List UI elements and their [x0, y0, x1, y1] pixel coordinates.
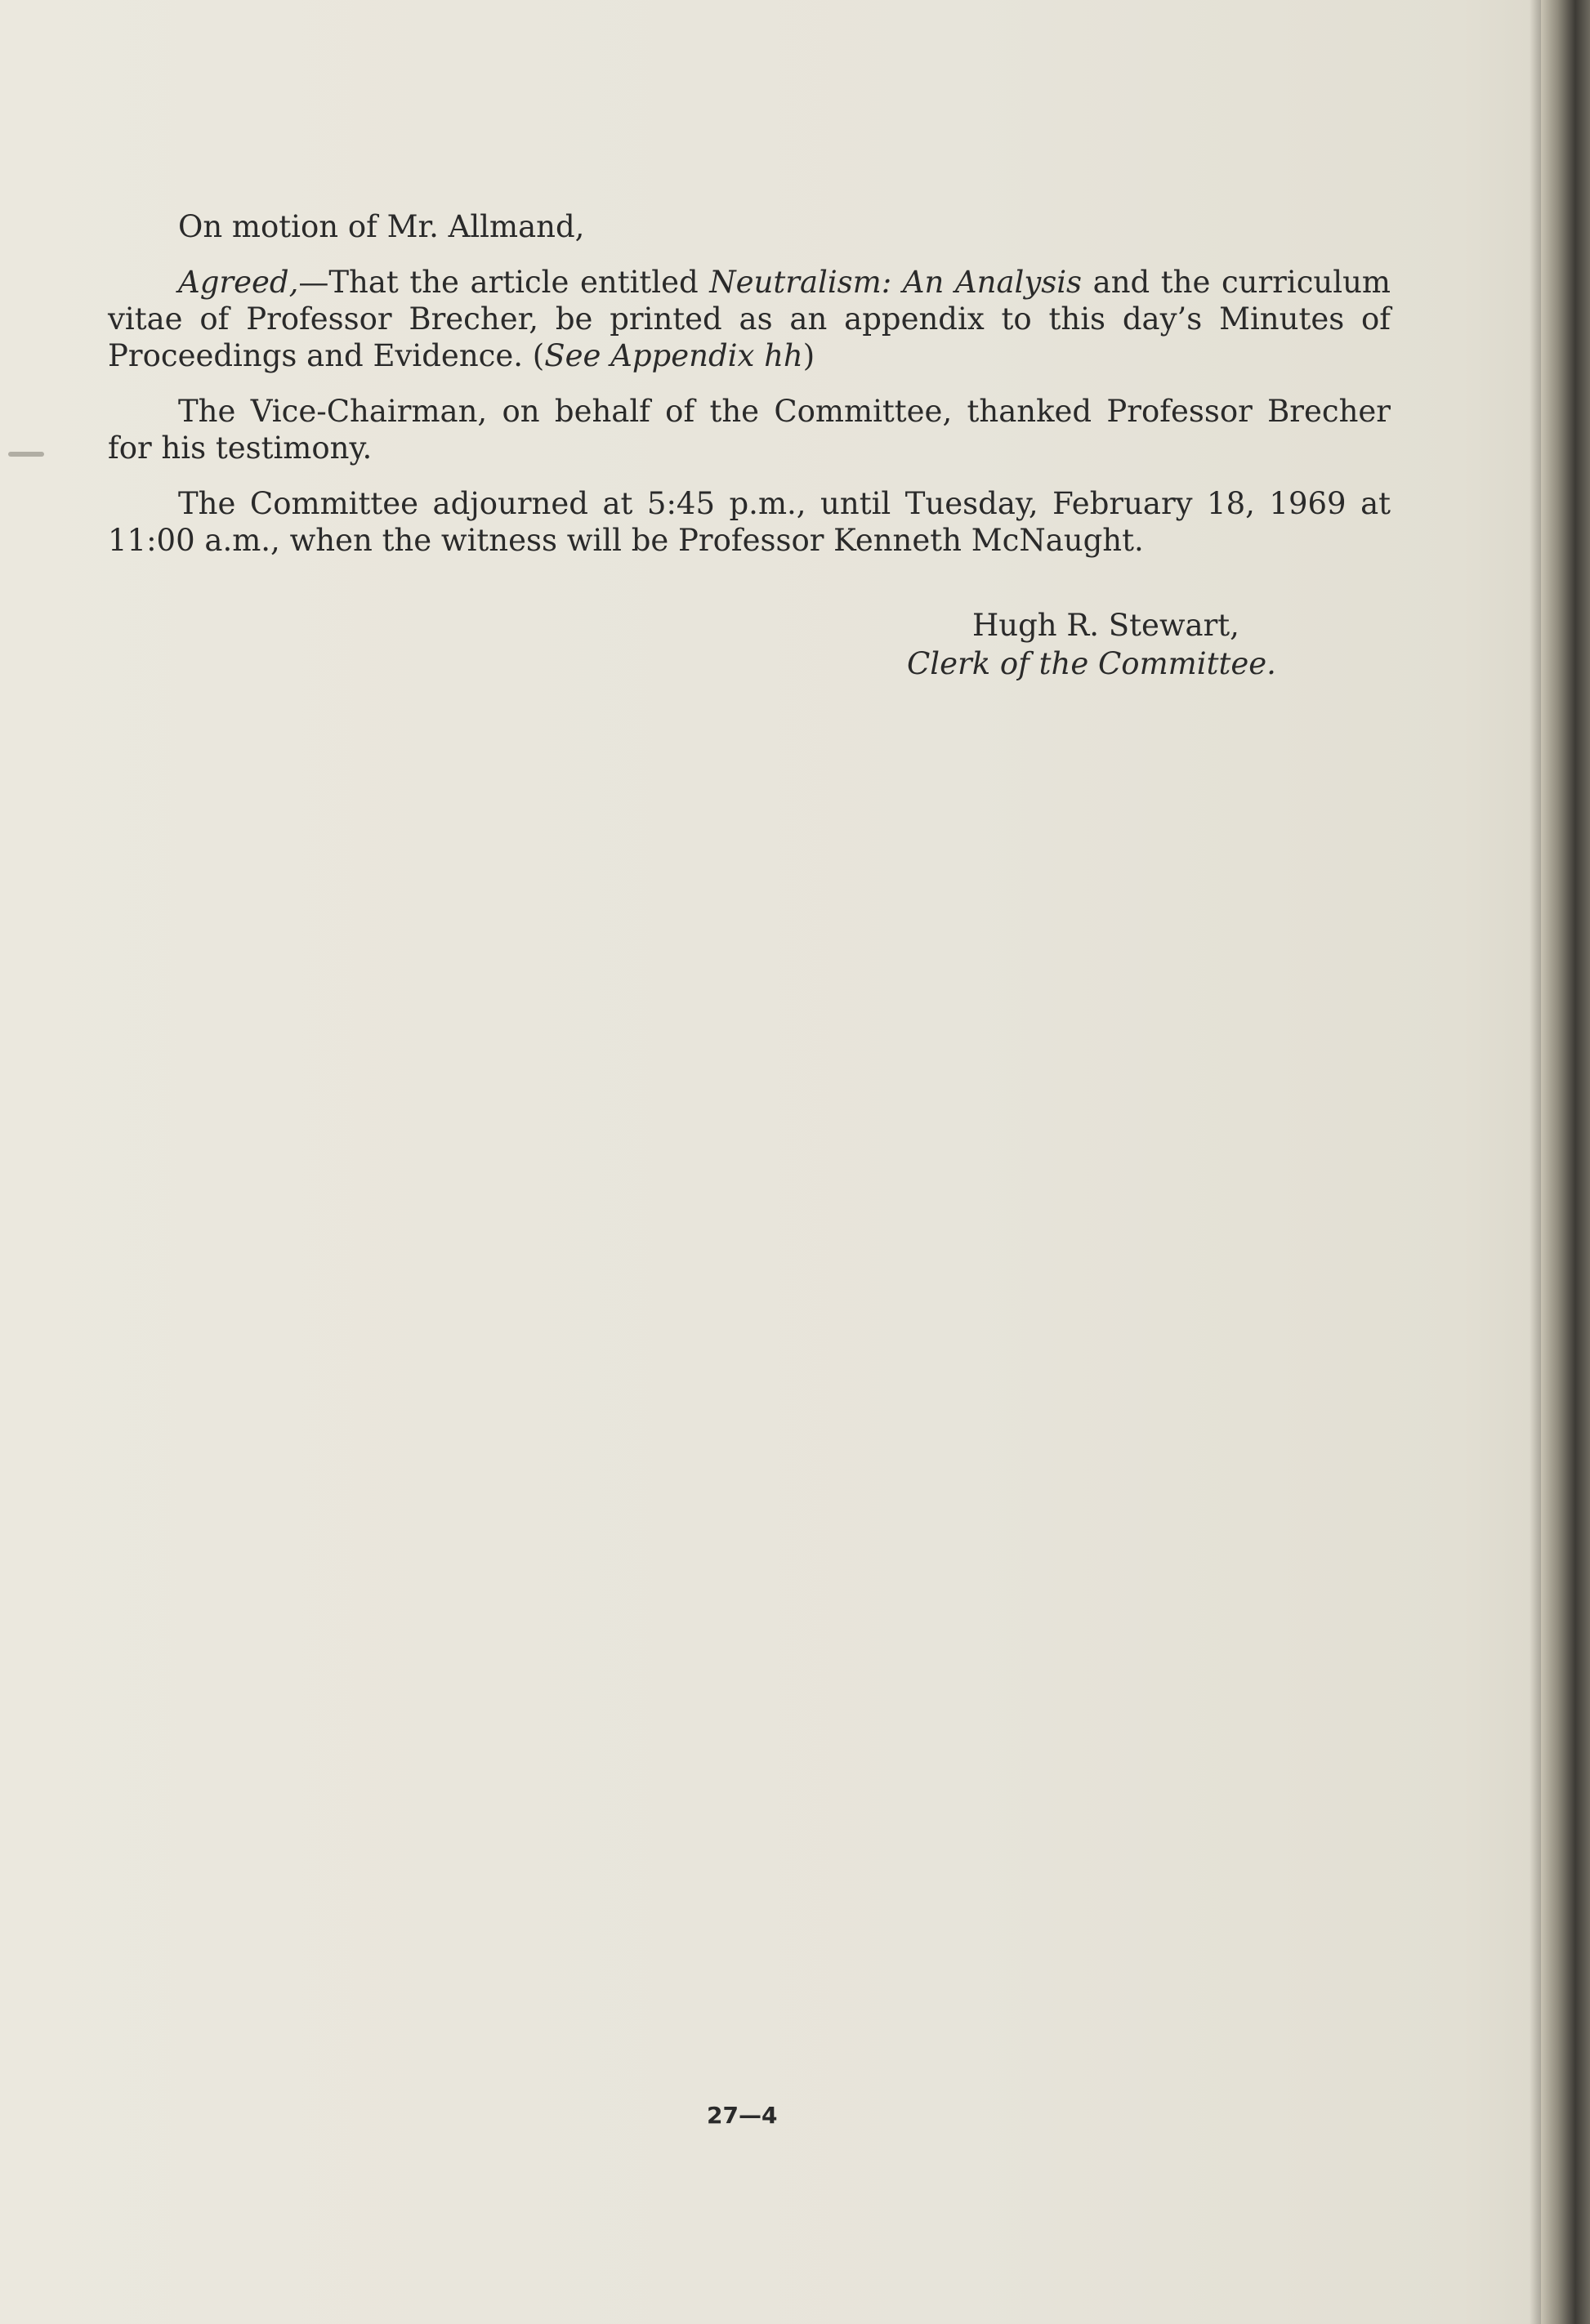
signature-block — [907, 606, 1397, 683]
binding-shadow — [1530, 0, 1541, 2324]
motion-text: On motion of Mr. Allmand, — [178, 209, 585, 244]
appendix-reference: See Appendix hh — [544, 338, 803, 373]
clerk-name: Hugh R. Stewart, — [972, 608, 1239, 643]
agreed-text-b: and the curriculum vitae of Professor Brecher, be printed as an appendix to this day’s Minutes of Proceedings and Evidence. ( — [108, 265, 1391, 373]
adjournment-paragraph — [108, 485, 1391, 559]
margin-mark — [8, 452, 44, 457]
agreed-paragraph — [108, 264, 1391, 374]
motion-paragraph — [108, 208, 1391, 245]
book-spine — [1541, 0, 1590, 2324]
clerk-title: Clerk of the Committee. — [907, 646, 1276, 681]
minutes-body — [108, 208, 1391, 578]
agreed-text-a: —That the article entitled — [298, 265, 710, 300]
thanks-paragraph — [108, 393, 1391, 466]
article-title: Neutralism: An Analysis — [709, 265, 1083, 300]
page-number: 27—4 — [707, 2102, 778, 2129]
agreed-label: Agreed, — [178, 265, 299, 300]
adjournment-text: The Committee adjourned at 5:45 p.m., until Tuesday, February 18, 1969 at 11:00 a.m., when the witness will be Professor Kenneth McNaught. — [108, 486, 1391, 558]
agreed-text-c: ) — [802, 338, 815, 373]
thanks-text: The Vice-Chairman, on behalf of the Committee, thanked Professor Brecher for his testimony. — [108, 394, 1391, 466]
